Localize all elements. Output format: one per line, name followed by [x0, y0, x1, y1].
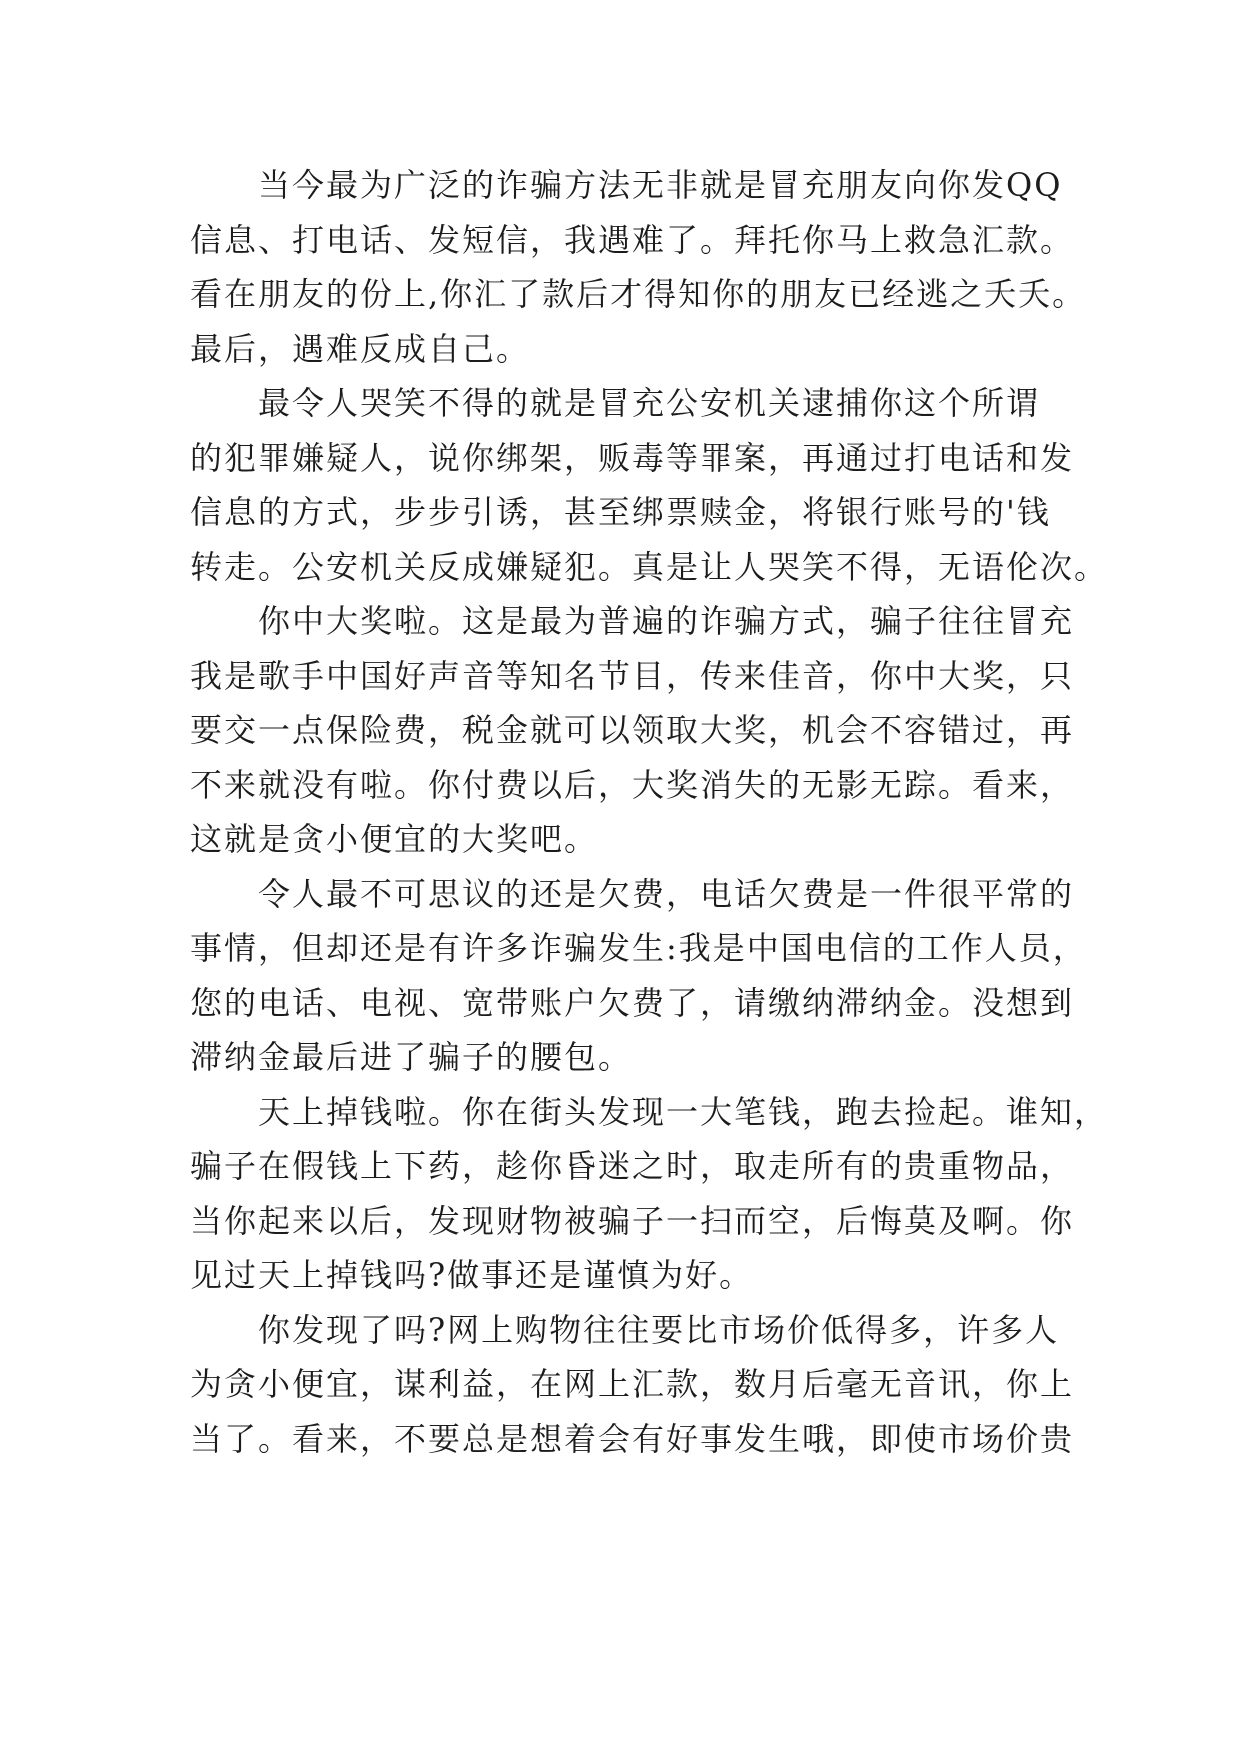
paragraph-3	[190, 594, 1090, 867]
paragraph-line: 最令人哭笑不得的就是冒充公安机关逮捕你这个所谓	[258, 384, 1041, 422]
paragraph-line: 要交一点保险费，税金就可以领取大奖，机会不容错过，再	[190, 711, 1075, 749]
paragraph-line: 不来就没有啦。你付费以后，大奖消失的无影无踪。看来，	[190, 765, 1075, 804]
paragraph-line: 这就是贪小便宜的大奖吧。	[190, 820, 599, 858]
paragraph-line: 最后，遇难反成自己。	[190, 329, 531, 368]
paragraph-line: 见过天上掉钱吗?做事还是谨慎为好。	[190, 1256, 754, 1294]
paragraph-4	[190, 867, 1090, 1085]
paragraph-line: 当你起来以后，发现财物被骗子一扫而空，后悔莫及啊。你	[190, 1201, 1075, 1240]
paragraph-5	[190, 1085, 1109, 1303]
paragraph-line: 骗子在假钱上下药，趁你昏迷之时，取走所有的贵重物品，	[190, 1147, 1075, 1185]
paragraph-line: 当了。看来，不要总是想着会有好事发生哦，即使市场价贵	[190, 1419, 1075, 1458]
paragraph-line: 令人最不可思议的还是欠费，电话欠费是一件很平常的	[258, 874, 1075, 913]
paragraph-line: 信息的方式，步步引诱，甚至绑票赎金，将银行账号的'钱	[190, 493, 1051, 531]
paragraph-1	[190, 158, 1090, 376]
paragraph-line: 转走。公安机关反成嫌疑犯。真是让人哭笑不得，无语伦次。	[190, 547, 1109, 586]
paragraph-line: 看在朋友的份上,你汇了款后才得知你的朋友已经逃之夭夭。	[190, 275, 1087, 313]
paragraph-line: 事情，但却还是有许多诈骗发生:我是中国电信的工作人员，	[190, 929, 1087, 967]
paragraph-line: 的犯罪嫌疑人，说你绑架，贩毒等罪案，再通过打电话和发	[190, 438, 1075, 477]
paragraph-line: 你发现了吗?网上购物往往要比市场价低得多，许多人	[258, 1310, 1060, 1349]
paragraph-6	[190, 1303, 1090, 1467]
paragraph-line: 天上掉钱啦。你在街头发现一大笔钱，跑去捡起。谁知，	[258, 1092, 1109, 1131]
paragraph-line: 当今最为广泛的诈骗方法无非就是冒充朋友向你发QQ	[258, 166, 1063, 204]
paragraph-line: 你中大奖啦。这是最为普遍的诈骗方式，骗子往往冒充	[258, 602, 1075, 640]
paragraph-line: 我是歌手中国好声音等知名节目，传来佳音，你中大奖，只	[190, 656, 1075, 695]
paragraph-2	[190, 376, 1109, 594]
paragraph-line: 为贪小便宜，谋利益，在网上汇款，数月后毫无音讯，你上	[190, 1365, 1075, 1403]
paragraph-line: 信息、打电话、发短信，我遇难了。拜托你马上救急汇款。	[190, 220, 1075, 259]
document-body	[190, 158, 1109, 1466]
paragraph-line: 您的电话、电视、宽带账户欠费了，请缴纳滞纳金。没想到	[190, 983, 1075, 1022]
paragraph-line: 滞纳金最后进了骗子的腰包。	[190, 1038, 633, 1076]
